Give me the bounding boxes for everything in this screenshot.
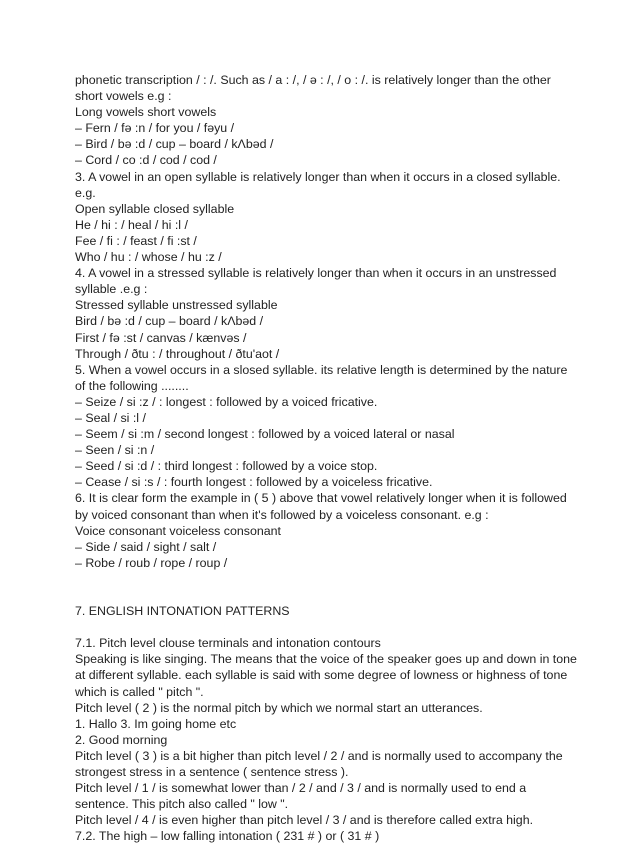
text-line: strongest stress in a sentence ( sentence stress ). [75,765,349,780]
text-line: 3. A vowel in an open syllable is relatively longer than when it occurs in a closed syllable. [75,169,561,184]
intonation-section [75,635,578,844]
text-line: Fee / fi : / feast / fi :st / [75,233,197,248]
text-line: by voiced consonant than when it's followed by a voiceless consonant. e.g : [75,507,489,522]
text-line: 1. Hallo 3. Im going home etc [75,716,237,731]
text-line: of the following ........ [75,378,189,393]
text-line: – Seize / si :z / : longest : followed by a voiced fricative. [75,394,378,409]
text-line: 2. Good morning [75,732,168,747]
spacer [75,587,578,603]
text-line: Speaking is like singing. The means that the voice of the speaker goes up and down in tone [75,652,577,667]
text-line: 7.2. The high – low falling intonation ( 231 # ) or ( 31 # ) [75,829,380,844]
text-line: which is called " pitch ". [75,684,204,699]
text-line: Bird / bə :d / cup – board / kΛbəd / [75,314,264,329]
text-line: He / hi : / heal / hi :l / [75,217,188,232]
text-line: First / fə :st / canvas / kænvəs / [75,330,247,345]
text-line: short vowels e.g : [75,89,172,104]
text-line: Stressed syllable unstressed syllable [75,298,278,313]
text-line: – Bird / bə :d / cup – board / kΛbəd / [75,137,274,152]
text-line: phonetic transcription / : /. Such as / a : /, / ə : /, / o : /. is relatively longer than the other [75,73,551,87]
text-line: Pitch level / 1 / is somewhat lower than / 2 / and / 3 / and is normally used to end a [75,781,527,796]
text-line: – Side / said / sight / salt / [75,539,217,554]
text-line: – Fern / fə :n / for you / fəyu / [75,121,235,136]
spacer [75,619,578,635]
text-line: – Cord / co :d / cod / cod / [75,153,217,168]
text-line: – Cease / si :s / : fourth longest : followed by a voiceless fricative. [75,475,433,490]
text-line: – Seed / si :d / : third longest : followed by a voice stop. [75,459,378,474]
text-line: Pitch level ( 3 ) is a bit higher than pitch level / 2 / and is normally used to accompany the [75,748,563,763]
text-line: sentence. This pitch also called " low ". [75,797,289,812]
text-line: Who / hu : / whose / hu :z / [75,250,222,265]
text-line: e.g. [75,185,96,200]
text-line: Open syllable closed syllable [75,201,235,216]
text-line: Long vowels short vowels [75,105,217,120]
text-line: – Robe / roub / rope / roup / [75,555,228,570]
vowel-length-section [75,72,578,571]
section-heading: 7. ENGLISH INTONATION PATTERNS [75,604,290,619]
text-line: 5. When a vowel occurs in a slosed syllable. its relative length is determined by the nature [75,362,568,377]
text-line: – Seal / si :l / [75,410,146,425]
text-line: 4. A vowel in a stressed syllable is relatively longer than when it occurs in an unstressed [75,266,557,281]
text-line: Pitch level / 4 / is even higher than pitch level / 3 / and is therefore called extra high. [75,813,534,828]
text-line: – Seen / si :n / [75,443,155,458]
text-line: Voice consonant voiceless consonant [75,523,281,538]
text-line: – Seem / si :m / second longest : followed by a voiced lateral or nasal [75,427,455,442]
text-line: Pitch level ( 2 ) is the normal pitch by which we normal start an utterances. [75,700,483,715]
text-line: Through / ðtu : / throughout / ðtu'aot / [75,346,280,361]
text-line: syllable .e.g : [75,282,148,297]
text-line: 6. It is clear form the example in ( 5 ) above that vowel relatively longer when it is followed [75,491,567,506]
spacer [75,571,578,587]
text-line: at different syllable. each syllable is said with some degree of lowness or highness of tone [75,668,568,683]
text-line: 7.1. Pitch level clouse terminals and intonation contours [75,636,381,651]
